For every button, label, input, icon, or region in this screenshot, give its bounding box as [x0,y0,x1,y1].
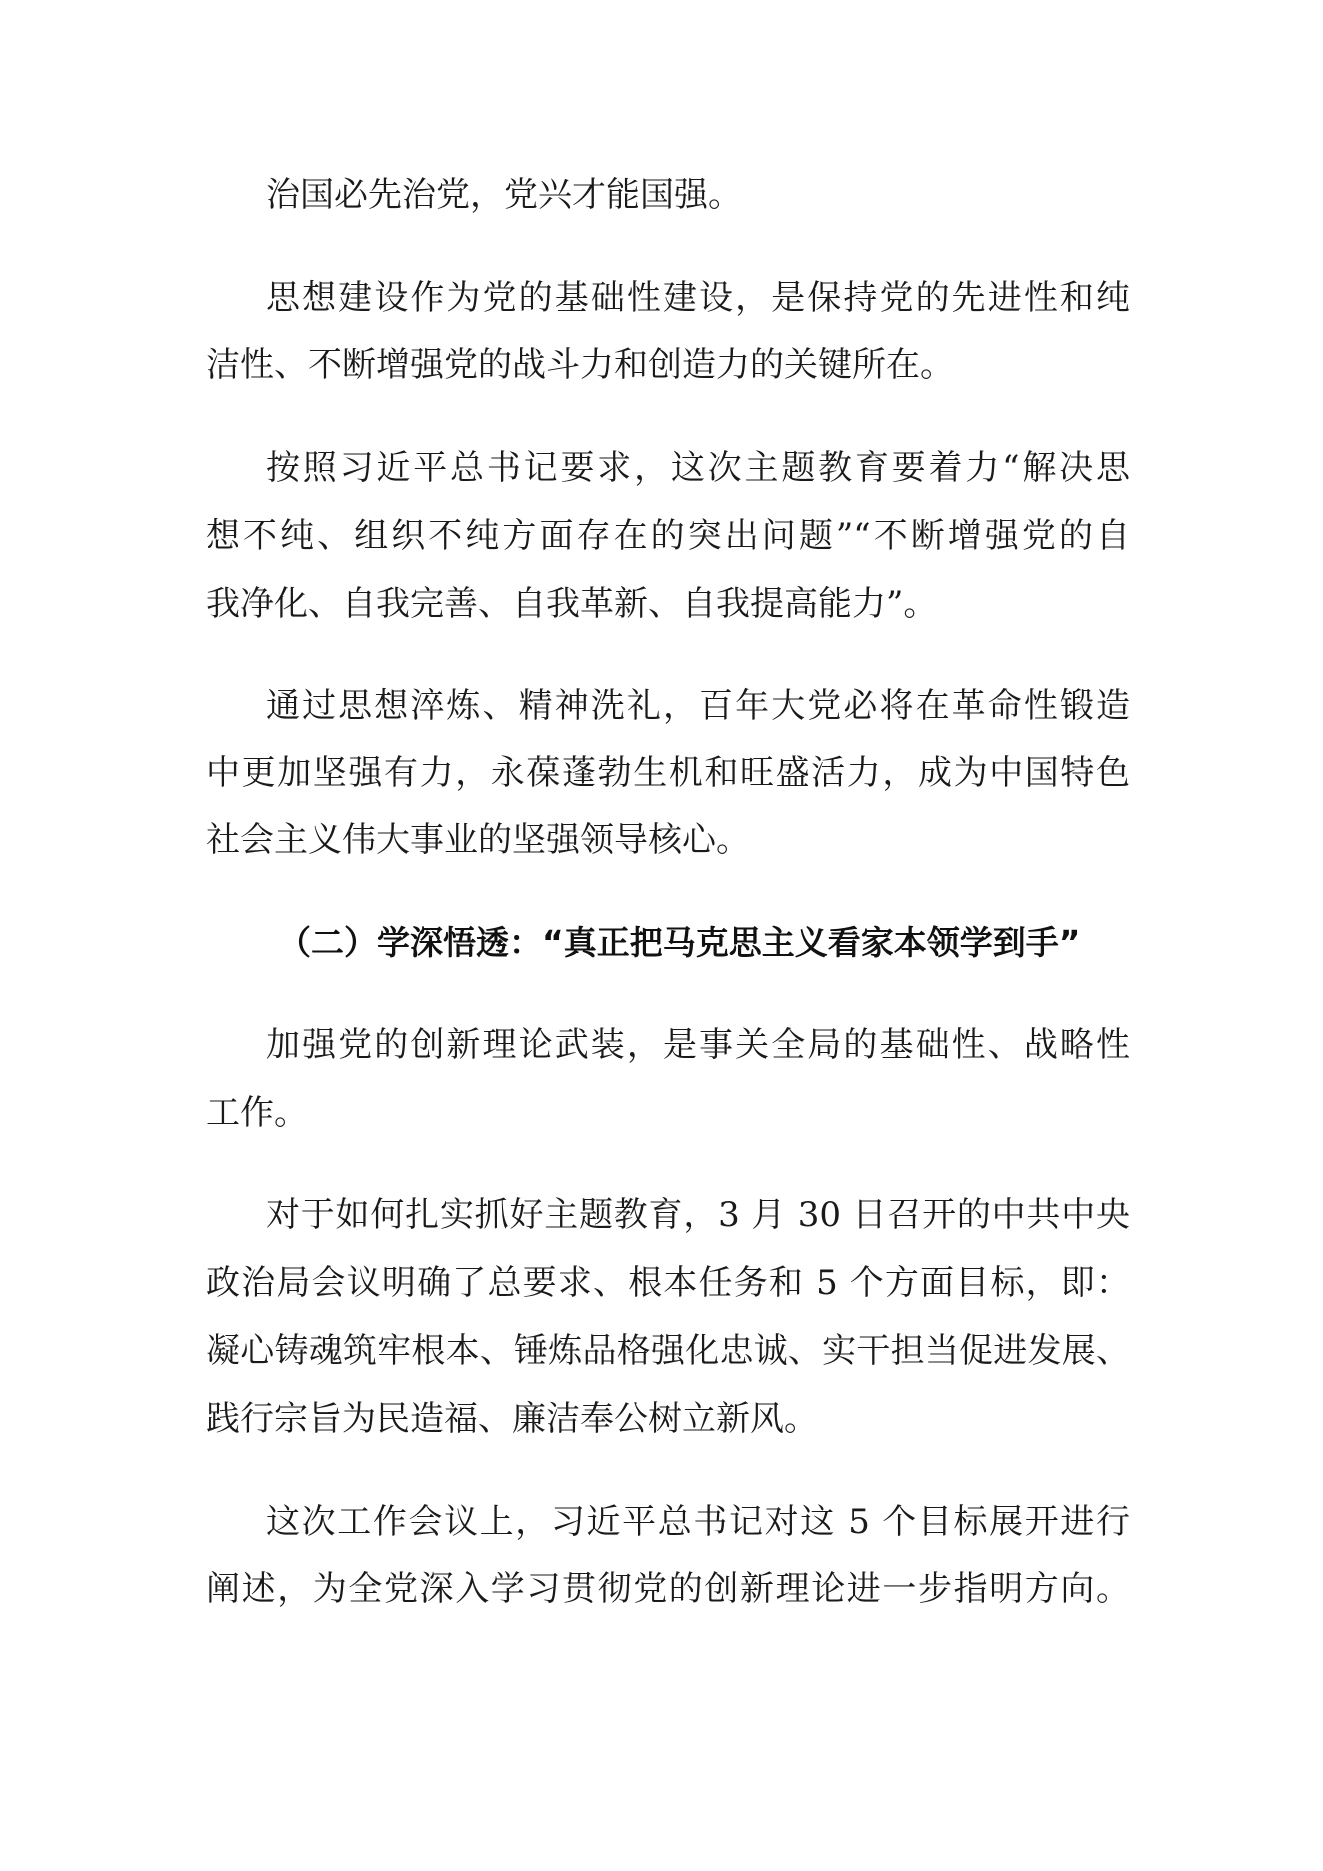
paragraph-line: 政治局会议明确了总要求、根本任务和 5 个方面目标，即： [206,1263,1130,1303]
paragraph-line: 凝心铸魂筑牢根本、锤炼品格强化忠诚、实干担当促进发展、 [206,1331,1130,1371]
paragraph-line: 思想建设作为党的基础性建设，是保持党的先进性和纯 [266,278,1130,318]
paragraph-line: 对于如何扎实抓好主题教育，3 月 30 日召开的中共中央 [266,1195,1130,1235]
paragraph-line: 践行宗旨为民造福、廉洁奉公树立新风。 [206,1399,818,1439]
paragraph-line: 阐述，为全党深入学习贯彻党的创新理论进一步指明方向。 [206,1569,1130,1609]
paragraph-line: 中更加坚强有力，永葆蓬勃生机和旺盛活力，成为中国特色 [206,753,1130,793]
paragraph-line: 社会主义伟大事业的坚强领导核心。 [206,820,750,860]
paragraph-line: 洁性、不断增强党的战斗力和创造力的关键所在。 [206,345,954,385]
paragraph-line: 治国必先治党，党兴才能国强。 [266,175,742,215]
paragraph-line: 通过思想淬炼、精神洗礼，百年大党必将在革命性锻造 [266,686,1130,726]
paragraph-line: 这次工作会议上，习近平总书记对这 5 个目标展开进行 [266,1502,1130,1542]
paragraph-line: 我净化、自我完善、自我革新、自我提高能力”。 [206,584,938,624]
section-heading: （二）学深悟透：“真正把马克思主义看家本领学到手” [278,923,1081,962]
paragraph-line: 想不纯、组织不纯方面存在的突出问题”“不断增强党的自 [206,516,1130,556]
paragraph-line: 工作。 [206,1093,308,1133]
paragraph-line: 加强党的创新理论武装，是事关全局的基础性、战略性 [266,1025,1130,1065]
paragraph-line: 按照习近平总书记要求，这次主题教育要着力“解决思 [266,448,1130,488]
